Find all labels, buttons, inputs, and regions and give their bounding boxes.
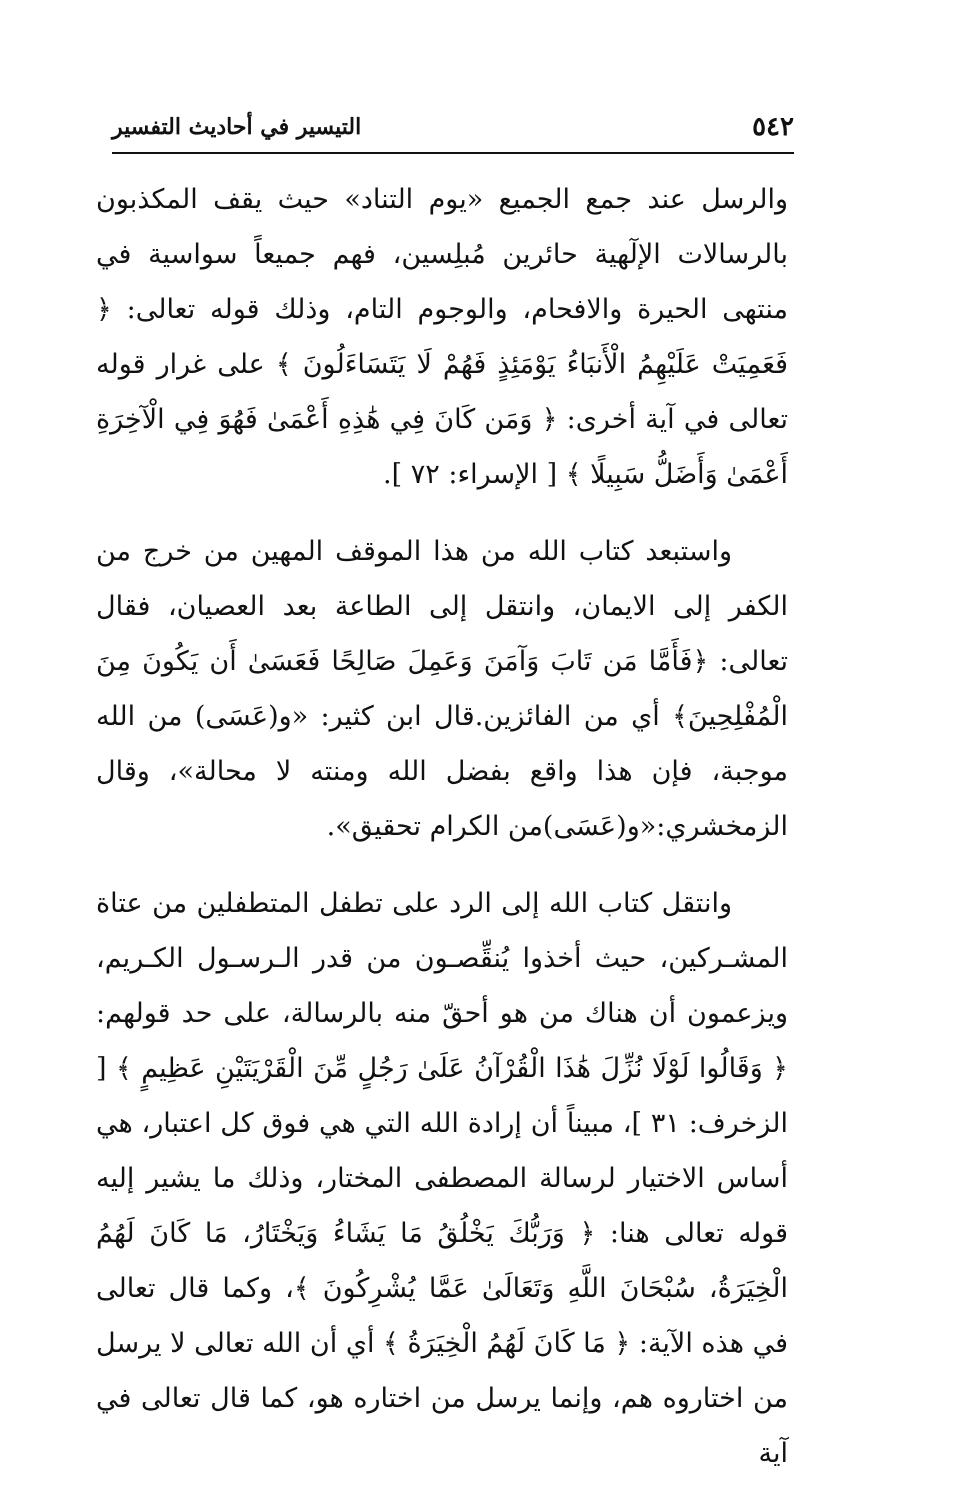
page-number: ٥٤٢ xyxy=(752,112,794,142)
body-text xyxy=(96,172,788,1503)
paragraph-3: وانتقل كتاب الله إلى الرد على تطفل المتطفلين من عتاة المشـركين، حيث أخذوا يُنقِّصـون من قدر الـرسـول الكـريم، ويزعمون أن هناك من هو أحقّ منه بالرسالة، على حد قولهم: ﴿ وَقَالُوا لَوْلَا نُزِّلَ هَٰذَا الْقُرْآنُ عَلَىٰ رَجُلٍ مِّنَ الْقَرْيَتَيْنِ عَظِيمٍ ﴾ [ الزخرف: ٣١ ]، مبيناً أن إرادة الله التي هي فوق كل اعتبار، هي أساس الاختيار لرسالة المصطفى المختار، وذلك ما يشير إليه قوله تعالى هنا: ﴿ وَرَبُّكَ يَخْلُقُ مَا يَشَاءُ وَيَخْتَارُ، مَا كَانَ لَهُمُ الْخِيَرَةُ، سُبْحَانَ اللَّهِ وَتَعَالَىٰ عَمَّا يُشْرِكُونَ ﴾، وكما قال تعالى في هذه الآية: ﴿ مَا كَانَ لَهُمُ الْخِيَرَةُ ﴾ أي أن الله تعالى لا يرسل من اختاروه هم، وإنما يرسل من اختاره هو، كما قال تعالى في آية xyxy=(96,888,789,1469)
running-title: التيسير في أحاديث التفسير xyxy=(112,114,362,140)
paragraph-1: والرسل عند جمع الجميع «يوم التناد» حيث يقف المكذبون بالرسالات الإلٓهية حائرين مُبلِسين، فهم جميعاً سواسية في منتهى الحيرة والافحام، والوجوم التام، وذلك قوله تعالى: ﴿ فَعَمِيَتْ عَلَيْهِمُ الْأَنبَاءُ يَوْمَئِذٍ فَهُمْ لَا يَتَسَاءَلُونَ ﴾ على غرار قوله تعالى في آية أخرى: ﴿ وَمَن كَانَ فِي هَٰذِهِ أَعْمَىٰ فَهُوَ فِي الْآخِرَةِ أَعْمَىٰ وَأَضَلُّ سَبِيلًا ﴾ [ الإسراء: ٧٢ ]. xyxy=(96,184,788,490)
page-header xyxy=(112,108,794,154)
paragraph-2: واستبعد كتاب الله من هذا الموقف المهين من خرج من الكفر إلى الايمان، وانتقل إلى الطاعة بعد العصيان، فقال تعالى: ﴿فَأَمَّا مَن تَابَ وَآمَنَ وَعَمِلَ صَالِحًا فَعَسَىٰ أَن يَكُونَ مِنَ الْمُفْلِحِينَ﴾ أي من الفائزين.قال ابن كثير: «و(عَسَى) من الله موجبة، فإن هذا واقع بفضل الله ومنته لا محالة»، وقال الزمخشري:«و(عَسَى)من الكرام تحقيق». xyxy=(96,536,788,842)
